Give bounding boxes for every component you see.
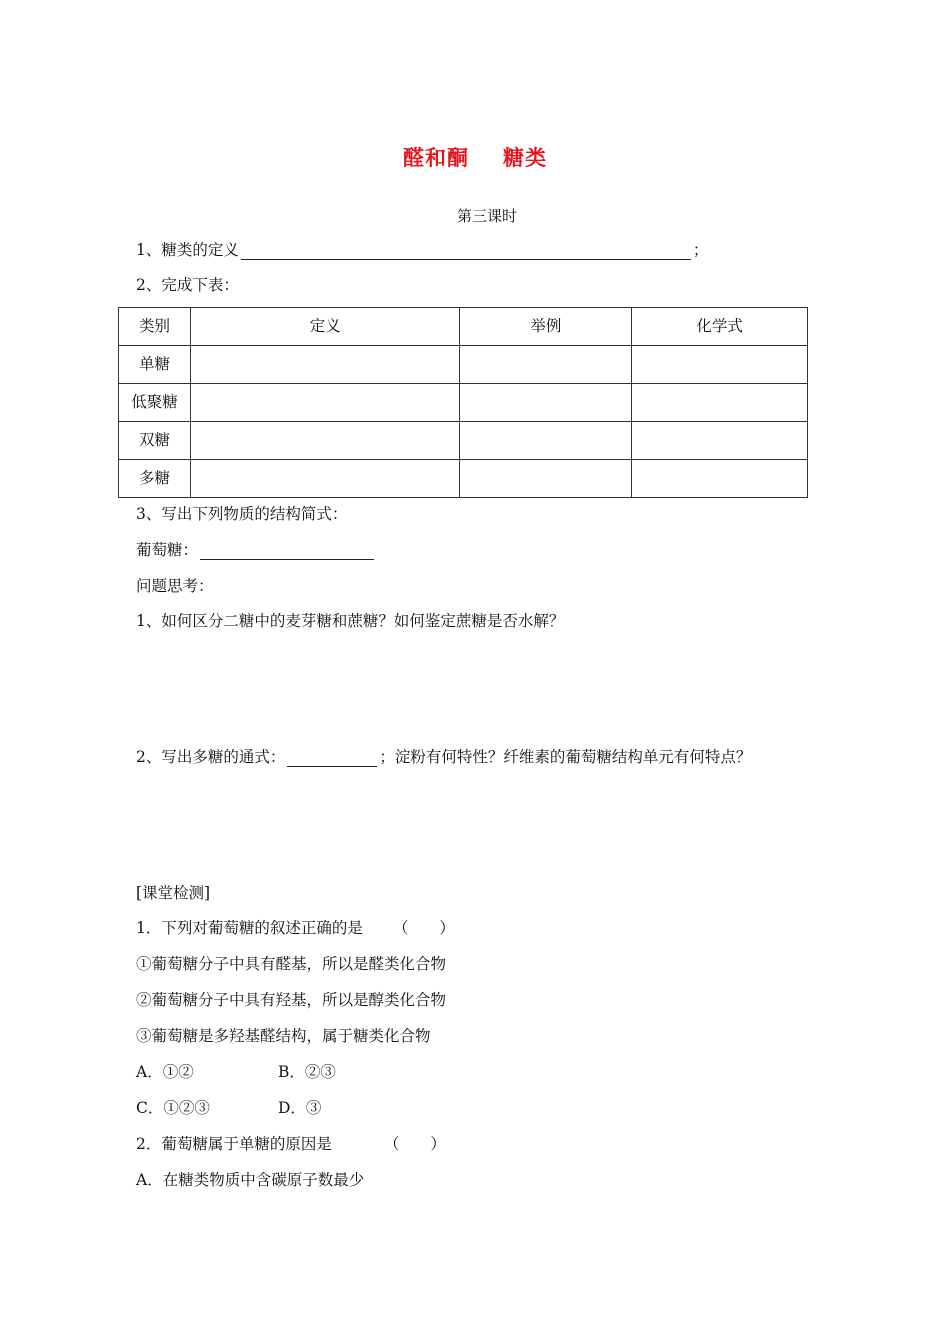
header-formula: 化学式 [632, 308, 808, 346]
thinking-question-1: 1、如何区分二糖中的麦芽糖和蔗糖？如何鉴定蔗糖是否水解？ [136, 612, 565, 630]
statement-1: ①葡萄糖分子中具有醛基，所以是醛类化合物 [136, 955, 447, 973]
table-row [119, 422, 808, 460]
answer-cell[interactable] [460, 346, 632, 384]
thinking-question-2 [136, 747, 751, 767]
title-part-sugars: 糖类 [503, 146, 547, 170]
title-part-aldehyde-ketone: 醛和酮 [403, 146, 469, 170]
table-header-row [119, 308, 808, 346]
statement-2: ②葡萄糖分子中具有羟基，所以是醇类化合物 [136, 991, 447, 1009]
answer-parentheses[interactable]: （ ） [392, 919, 455, 937]
header-category: 类别 [119, 308, 191, 346]
thinking-question-2-suffix: ；淀粉有何特性？纤维素的葡萄糖结构单元有何特点？ [379, 748, 752, 766]
option-c[interactable]: C．①②③ [136, 1099, 210, 1117]
definition-blank[interactable] [241, 243, 691, 260]
question-1 [136, 240, 708, 260]
polysaccharide-formula-blank[interactable] [287, 750, 377, 767]
answer-cell[interactable] [190, 422, 460, 460]
option-b[interactable]: B．②③ [278, 1063, 336, 1081]
page-title [0, 142, 950, 172]
answer-cell[interactable] [190, 460, 460, 498]
check-item-1 [136, 918, 455, 938]
glucose-structure-line [136, 540, 376, 560]
classroom-check-heading: [课堂检测] [136, 884, 211, 902]
question-1-end: ； [692, 241, 709, 259]
header-example: 举例 [460, 308, 632, 346]
answer-cell[interactable] [632, 346, 808, 384]
answer-cell[interactable] [190, 346, 460, 384]
check-item-2-stem: 2．葡萄糖属于单糖的原因是 [136, 1135, 332, 1153]
thinking-heading: 问题思考： [136, 577, 214, 595]
sugar-classification-table [118, 307, 808, 498]
answer-parentheses[interactable]: （ ） [383, 1135, 446, 1153]
lesson-subtitle: 第三课时 [456, 207, 517, 225]
row-label-monosaccharide: 单糖 [119, 346, 191, 384]
option-d[interactable]: D．③ [278, 1099, 322, 1117]
answer-cell[interactable] [632, 422, 808, 460]
answer-cell[interactable] [460, 460, 632, 498]
check-item-2 [136, 1134, 446, 1154]
thinking-question-2-prefix: 2、写出多糖的通式： [136, 748, 286, 766]
statement-3: ③葡萄糖是多羟基醛结构，属于糖类化合物 [136, 1027, 431, 1045]
glucose-label: 葡萄糖： [136, 541, 199, 559]
header-definition: 定义 [190, 308, 460, 346]
answer-cell[interactable] [190, 384, 460, 422]
row-label-disaccharide: 双糖 [119, 422, 191, 460]
check-item-1-stem: 1．下列对葡萄糖的叙述正确的是 [136, 919, 363, 937]
answer-cell[interactable] [632, 384, 808, 422]
question-2: 2、完成下表： [136, 276, 239, 294]
option-a[interactable]: A．①② [136, 1063, 194, 1081]
check-item-2-option-a[interactable]: A．在糖类物质中含碳原子数最少 [136, 1171, 365, 1189]
answer-cell[interactable] [460, 384, 632, 422]
answer-cell[interactable] [460, 422, 632, 460]
table-row [119, 346, 808, 384]
table-row [119, 460, 808, 498]
table-row [119, 384, 808, 422]
row-label-oligosaccharide: 低聚糖 [119, 384, 191, 422]
question-1-text: 1、糖类的定义 [136, 241, 239, 259]
row-label-polysaccharide: 多糖 [119, 460, 191, 498]
answer-cell[interactable] [632, 460, 808, 498]
question-3: 3、写出下列物质的结构简式： [136, 505, 348, 523]
glucose-structure-blank[interactable] [200, 543, 374, 560]
